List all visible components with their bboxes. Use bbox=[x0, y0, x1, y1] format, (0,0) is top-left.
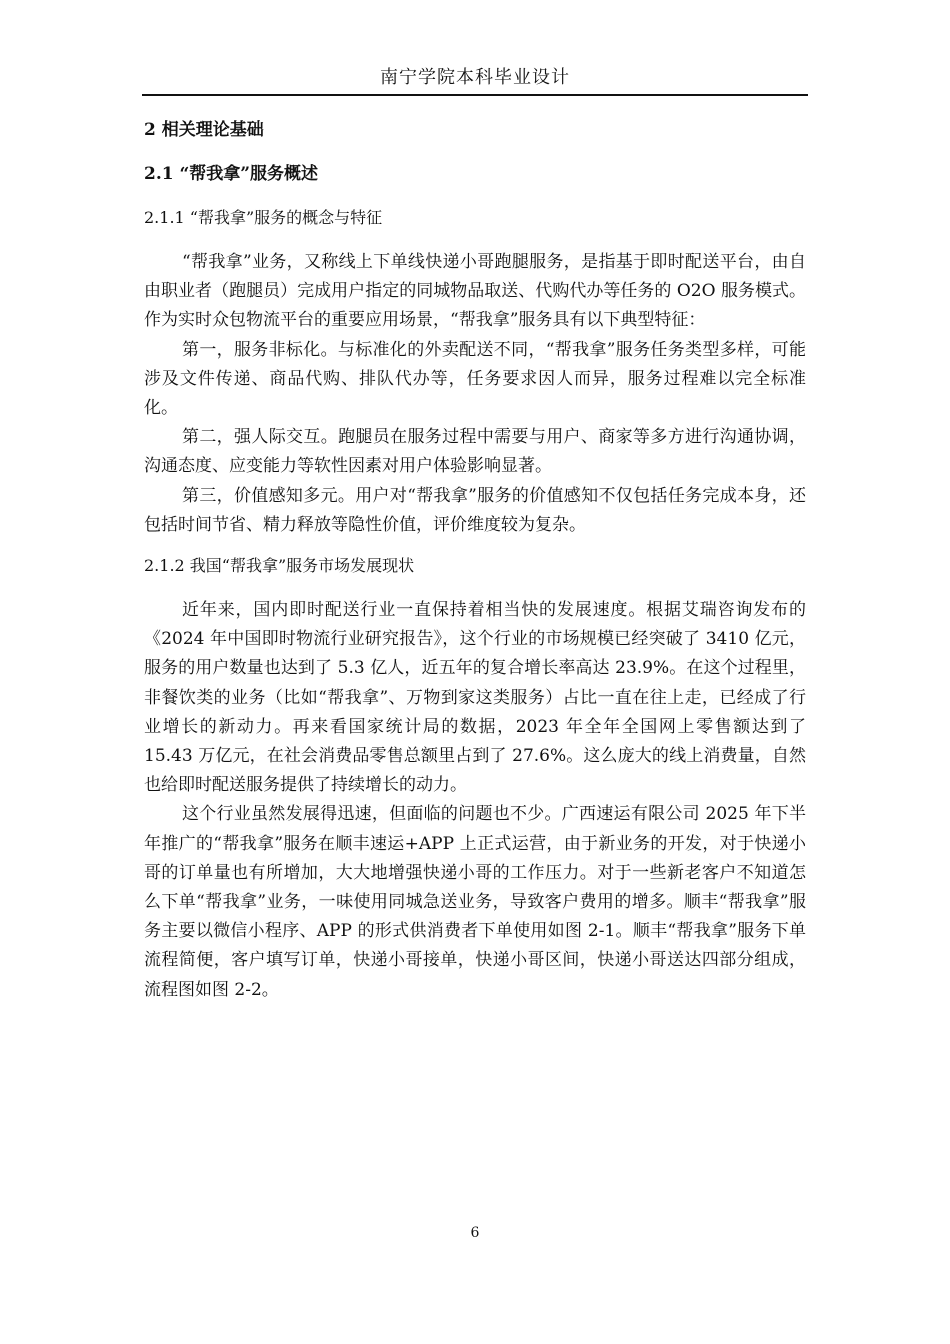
page-body bbox=[144, 118, 806, 1005]
paragraph: 第一，服务非标化。与标准化的外卖配送不同，“帮我拿”服务任务类型多样，可能涉及文件传递、商品代购、排队代办等，任务要求因人而异，服务过程难以完全标准化。 bbox=[144, 339, 806, 419]
paragraph: 第二，强人际交互。跑腿员在服务过程中需要与用户、商家等多方进行沟通协调，沟通态度、应变能力等软性因素对用户体验影响显著。 bbox=[144, 427, 806, 477]
paragraph: 近年来，国内即时配送行业一直保持着相当快的发展速度。根据艾瑞咨询发布的《2024 年中国即时物流行业研究报告》，这个行业的市场规模已经突破了 3410 亿元，服务的用户数量也达到了 5.3 亿人，近五年的复合增长率高达 23.9%。在这个过程里，非餐饮类的业务（比如“帮我拿”、万物到家这类服务）占比一直在往上走，已经成了行业增长的新动力。再来看国家统计局的数据，2023 年全年全国网上零售额达到了 15.43 万亿元，在社会消费品零售总额里占到了 27.6%。这么庞大的线上消费量，自然也给即时配送服务提供了持续增长的动力。 bbox=[144, 600, 806, 796]
chapter-heading: 2 相关理论基础 bbox=[144, 120, 264, 140]
paragraph: “帮我拿”业务，又称线上下单线快递小哥跑腿服务，是指基于即时配送平台，由自由职业者（跑腿员）完成用户指定的同城物品取送、代购代办等任务的 O2O 服务模式。作为实时众包物流平台的重要应用场景，“帮我拿”服务具有以下典型特征： bbox=[144, 252, 806, 331]
paragraph: 第三，价值感知多元。用户对“帮我拿”服务的价值感知不仅包括任务完成本身，还包括时间节省、精力释放等隐性价值，评价维度较为复杂。 bbox=[144, 485, 806, 535]
subsection-heading-market: 2.1.2 我国“帮我拿”服务市场发展现状 bbox=[144, 556, 415, 576]
section-heading: 2.1 “帮我拿”服务概述 bbox=[144, 164, 319, 184]
running-header: 南宁学院本科毕业设计 bbox=[380, 67, 570, 88]
page-number: 6 bbox=[470, 1225, 480, 1241]
paragraph: 这个行业虽然发展得迅速，但面临的问题也不少。广西速运有限公司 2025 年下半年推广的“帮我拿”服务在顺丰速运+APP 上正式运营，由于新业务的开发，对于快递小哥的订单量也有所增加，大大地增强快递小哥的工作压力。对于一些新老客户不知道怎么下单“帮我拿”业务，一味使用同城急送业务，导致客户费用的增多。顺丰“帮我拿”服务主要以微信小程序、APP 的形式供消费者下单使用如图 2-1。顺丰“帮我拿”服务下单流程简便，客户填写订单，快递小哥接单，快递小哥区间，快递小哥送达四部分组成，流程图如图 2-2。 bbox=[144, 804, 806, 1000]
header-rule bbox=[142, 94, 808, 96]
subsection-heading-concept: 2.1.1 “帮我拿”服务的概念与特征 bbox=[144, 208, 383, 227]
